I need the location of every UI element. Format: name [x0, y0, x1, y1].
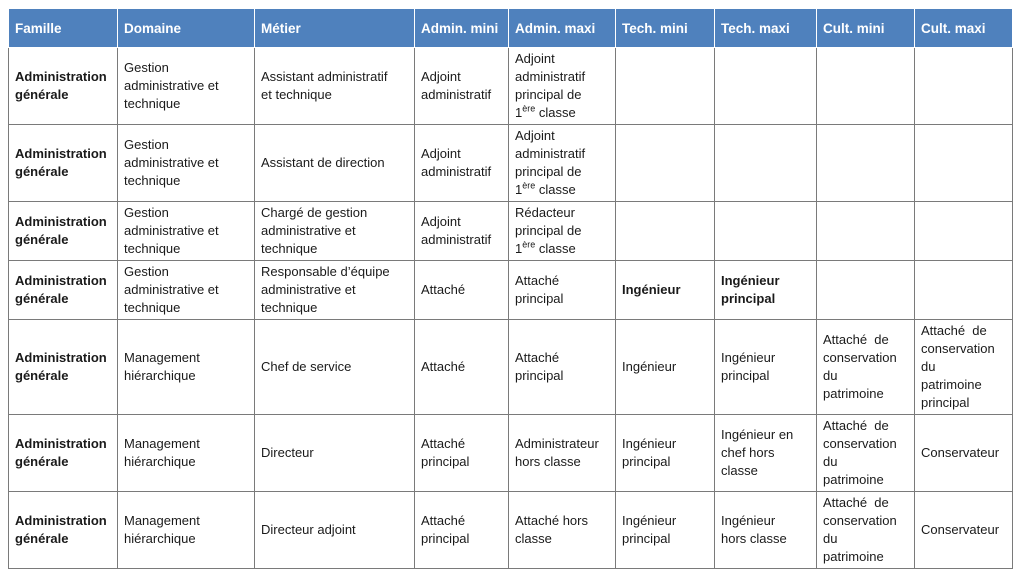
cell-metier [255, 125, 415, 202]
table-row [9, 415, 1013, 492]
cell-line: Gestion [124, 60, 169, 75]
cell-line: patrimoine [823, 386, 884, 401]
table-row [9, 320, 1013, 415]
grade-class-line [515, 181, 609, 199]
cell-line: hiérarchique [124, 454, 196, 469]
cell-line: Ingénieur [622, 359, 677, 374]
cell-famille [9, 492, 118, 569]
column-header-admin-maxi: Admin. maxi [509, 9, 616, 48]
grade-class-line [515, 104, 609, 122]
cell-line: principal [622, 531, 671, 546]
cell-cult-mini [817, 261, 915, 320]
cell-line: hors classe [515, 454, 581, 469]
cell-admin-mini [415, 261, 509, 320]
cell-admin-maxi [509, 48, 616, 125]
cell-cult-mini [817, 492, 915, 569]
cell-line: Attaché [421, 359, 466, 374]
cell-cult-maxi [915, 48, 1013, 125]
cell-metier [255, 415, 415, 492]
cell-line: technique [124, 173, 181, 188]
cell-line: technique [261, 241, 318, 256]
cell-line: Ingénieur [721, 350, 776, 365]
cell-line: Ingénieur [622, 282, 681, 297]
cell-line: Attaché de [823, 418, 889, 433]
grade-class-superscript: ère [522, 103, 536, 114]
cell-line: principal [721, 291, 776, 306]
cell-famille [9, 202, 118, 261]
cell-line: Adjoint [515, 128, 555, 143]
cell-tech-mini [616, 492, 715, 569]
grades-table [8, 8, 1013, 569]
column-header-tech-mini: Tech. mini [616, 9, 715, 48]
cell-line: Assistant de direction [261, 155, 385, 170]
cell-admin-maxi [509, 261, 616, 320]
table-body [9, 48, 1013, 569]
cell-line: principal de [515, 87, 582, 102]
cell-line: administrative et [124, 282, 219, 297]
cell-line: Administrateur [515, 436, 599, 451]
cell-line: générale [15, 531, 69, 546]
grade-class-suffix: classe [535, 105, 576, 120]
cell-famille [9, 415, 118, 492]
grade-class-superscript: ère [522, 239, 536, 250]
cell-metier [255, 48, 415, 125]
cell-line: du [921, 359, 936, 374]
cell-line: Adjoint [421, 69, 461, 84]
column-header-admin-mini: Admin. mini [415, 9, 509, 48]
cell-cult-maxi [915, 492, 1013, 569]
cell-famille [9, 48, 118, 125]
cell-line: administrative et [261, 223, 356, 238]
cell-line: administrative et [261, 282, 356, 297]
cell-cult-mini [817, 48, 915, 125]
cell-line: principal [515, 291, 564, 306]
cell-line: Administration [15, 436, 107, 451]
cell-tech-mini [616, 48, 715, 125]
cell-admin-maxi [509, 415, 616, 492]
cell-line: classe [721, 463, 758, 478]
grade-class-number: 1 [515, 182, 523, 197]
grade-class-number: 1 [515, 241, 523, 256]
cell-tech-maxi [715, 415, 817, 492]
cell-tech-maxi [715, 202, 817, 261]
grade-class-line [515, 240, 609, 258]
cell-line: Administration [15, 513, 107, 528]
cell-line: Gestion [124, 137, 169, 152]
cell-line: patrimoine [823, 549, 884, 564]
cell-line: Attaché de [921, 323, 987, 338]
cell-line: Management [124, 436, 200, 451]
cell-tech-maxi [715, 48, 817, 125]
cell-admin-mini [415, 415, 509, 492]
cell-line: Chef de service [261, 359, 352, 374]
cell-line: Ingénieur [622, 513, 677, 528]
cell-line: Directeur adjoint [261, 522, 356, 537]
cell-admin-mini [415, 202, 509, 261]
cell-line: Attaché [421, 282, 466, 297]
cell-line: chef hors [721, 445, 775, 460]
cell-line: technique [124, 96, 181, 111]
cell-line: Adjoint [421, 214, 461, 229]
cell-cult-mini [817, 202, 915, 261]
cell-tech-mini [616, 202, 715, 261]
cell-line: du [823, 531, 838, 546]
grade-class-suffix: classe [535, 241, 576, 256]
cell-admin-mini [415, 492, 509, 569]
cell-line: administratif [421, 87, 492, 102]
cell-line: générale [15, 164, 69, 179]
cell-famille [9, 125, 118, 202]
cell-line: Conservateur [921, 445, 1000, 460]
cell-admin-maxi [509, 320, 616, 415]
header-row [9, 9, 1013, 48]
cell-line: principal [721, 368, 770, 383]
cell-line: technique [261, 300, 318, 315]
cell-line: principal [421, 531, 470, 546]
cell-admin-maxi [509, 492, 616, 569]
cell-line: Attaché de [823, 495, 889, 510]
cell-tech-maxi [715, 125, 817, 202]
cell-admin-mini [415, 125, 509, 202]
cell-metier [255, 320, 415, 415]
cell-line: Ingénieur [622, 436, 677, 451]
cell-line: générale [15, 368, 69, 383]
table-row [9, 125, 1013, 202]
cell-line: hiérarchique [124, 368, 196, 383]
table-row [9, 48, 1013, 125]
cell-line: Directeur [261, 445, 314, 460]
cell-line: hiérarchique [124, 531, 196, 546]
grade-class-superscript: ère [522, 180, 536, 191]
cell-line: Management [124, 350, 200, 365]
table-row [9, 261, 1013, 320]
table-row [9, 202, 1013, 261]
cell-line: principal [515, 368, 564, 383]
cell-line: générale [15, 232, 69, 247]
cell-cult-maxi [915, 202, 1013, 261]
cell-line: Ingénieur [721, 513, 776, 528]
cell-line: Administration [15, 350, 107, 365]
column-header-cult-maxi: Cult. maxi [915, 9, 1013, 48]
cell-admin-mini [415, 48, 509, 125]
cell-tech-mini [616, 415, 715, 492]
grade-class-number: 1 [515, 105, 523, 120]
cell-line: patrimoine [823, 472, 884, 487]
table-row [9, 492, 1013, 569]
cell-tech-mini [616, 261, 715, 320]
cell-line: principal [622, 454, 671, 469]
cell-metier [255, 202, 415, 261]
cell-line: patrimoine [921, 377, 982, 392]
cell-line: Attaché [515, 273, 560, 288]
cell-line: administratif [515, 146, 586, 161]
cell-line: Responsable d’équipe [261, 264, 390, 279]
cell-line: du [823, 454, 838, 469]
cell-tech-maxi [715, 492, 817, 569]
cell-line: Adjoint [421, 146, 461, 161]
cell-domaine [118, 415, 255, 492]
cell-cult-maxi [915, 415, 1013, 492]
cell-line: Ingénieur en [721, 427, 794, 442]
cell-line: Attaché [421, 513, 466, 528]
cell-domaine [118, 48, 255, 125]
cell-domaine [118, 202, 255, 261]
cell-line: conservation [823, 350, 897, 365]
cell-line: conservation [823, 513, 897, 528]
cell-line: Assistant administratif [261, 69, 388, 84]
cell-line: technique [124, 300, 181, 315]
cell-line: et technique [261, 87, 332, 102]
cell-line: générale [15, 87, 69, 102]
cell-cult-maxi [915, 125, 1013, 202]
cell-line: Conservateur [921, 522, 1000, 537]
cell-line: hors classe [721, 531, 787, 546]
column-header-domaine: Domaine [118, 9, 255, 48]
cell-famille [9, 320, 118, 415]
cell-line: Attaché [421, 436, 466, 451]
cell-line: Attaché de [823, 332, 889, 347]
cell-line: technique [124, 241, 181, 256]
cell-line: Administration [15, 214, 107, 229]
cell-line: conservation [823, 436, 897, 451]
cell-line: Administration [15, 146, 107, 161]
cell-line: générale [15, 454, 69, 469]
cell-cult-mini [817, 320, 915, 415]
cell-line: Management [124, 513, 200, 528]
cell-line: Gestion [124, 264, 169, 279]
cell-tech-maxi [715, 320, 817, 415]
cell-admin-mini [415, 320, 509, 415]
cell-line: administratif [421, 164, 492, 179]
cell-line: principal [921, 395, 970, 410]
grade-class-suffix: classe [535, 182, 576, 197]
cell-admin-maxi [509, 125, 616, 202]
cell-line: Adjoint [515, 51, 555, 66]
column-header-cult-mini: Cult. mini [817, 9, 915, 48]
cell-line: conservation [921, 341, 995, 356]
cell-line: principal [421, 454, 470, 469]
table-wrapper [8, 8, 1013, 569]
cell-line: Administration [15, 273, 107, 288]
cell-line: Attaché hors [515, 513, 588, 528]
cell-line: principal de [515, 223, 582, 238]
cell-tech-mini [616, 125, 715, 202]
cell-line: classe [515, 531, 552, 546]
cell-line: Chargé de gestion [261, 205, 368, 220]
cell-line: principal de [515, 164, 582, 179]
cell-cult-mini [817, 415, 915, 492]
cell-line: administratif [515, 69, 586, 84]
cell-domaine [118, 261, 255, 320]
column-header-famille: Famille [9, 9, 118, 48]
cell-line: administrative et [124, 78, 219, 93]
cell-line: Ingénieur [721, 273, 780, 288]
cell-cult-maxi [915, 261, 1013, 320]
cell-admin-maxi [509, 202, 616, 261]
cell-domaine [118, 492, 255, 569]
cell-line: Administration [15, 69, 107, 84]
column-header-metier: Métier [255, 9, 415, 48]
cell-metier [255, 261, 415, 320]
column-header-tech-maxi: Tech. maxi [715, 9, 817, 48]
cell-tech-maxi [715, 261, 817, 320]
cell-line: administratif [421, 232, 492, 247]
cell-line: Rédacteur [515, 205, 575, 220]
cell-cult-maxi [915, 320, 1013, 415]
cell-line: administrative et [124, 155, 219, 170]
cell-tech-mini [616, 320, 715, 415]
cell-metier [255, 492, 415, 569]
cell-cult-mini [817, 125, 915, 202]
cell-line: Attaché [515, 350, 560, 365]
cell-line: générale [15, 291, 69, 306]
cell-domaine [118, 125, 255, 202]
cell-famille [9, 261, 118, 320]
cell-line: administrative et [124, 223, 219, 238]
cell-line: Gestion [124, 205, 169, 220]
cell-domaine [118, 320, 255, 415]
cell-line: du [823, 368, 838, 383]
